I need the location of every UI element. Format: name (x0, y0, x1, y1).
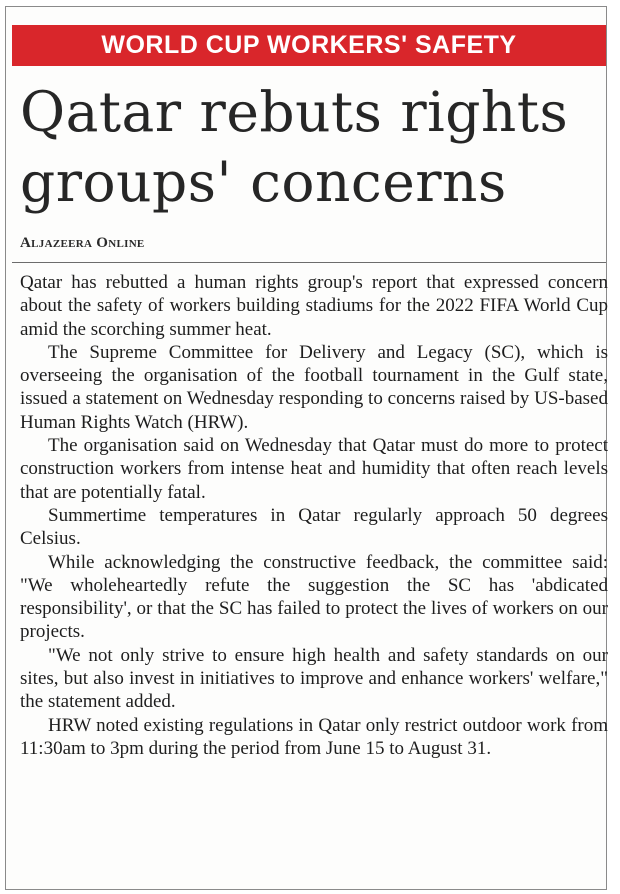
article-paragraph: The organisation said on Wednesday that Qatar must do more to protect construction workers from intense heat and humidity that often reach levels that are potentially fatal. (20, 435, 608, 503)
newspaper-clipping (5, 6, 607, 890)
byline-divider (12, 262, 606, 263)
article-paragraph: HRW noted existing regulations in Qatar only restrict outdoor work from 11:30am to 3pm during the period from June 15 to August 31. (20, 714, 608, 759)
article-byline (20, 235, 145, 252)
article-paragraph: The Supreme Committee for Delivery and Legacy (SC), which is overseeing the organisation of the football tournament in the Gulf state, issued a statement on Wednesday responding to concerns raised by US-based Human Rights Watch (HRW). (20, 341, 608, 433)
article-body (20, 271, 608, 760)
article-paragraph: "We not only strive to ensure high health and safety standards on our sites, but also invest in initiatives to improve and enhance workers' welfare," the statement added. (20, 644, 608, 713)
article-paragraph: While acknowledging the constructive feedback, the committee said: "We wholeheartedly refute the suggestion the SC has 'abdicated responsibility', or that the SC has failed to protect the lives of workers on our projects. (20, 551, 608, 643)
article-headline: Qatar rebuts rights groups' concerns (20, 80, 569, 214)
section-kicker-banner: WORLD CUP WORKERS' SAFETY (12, 25, 606, 66)
article-paragraph: Qatar has rebutted a human rights group's report that expressed concern about the safety of workers building stadiums for the 2022 FIFA World Cup amid the scorching summer heat. (20, 272, 608, 340)
byline-source: Aljazeera Online (20, 235, 145, 251)
article-paragraph: Summertime temperatures in Qatar regularly approach 50 degrees Celsius. (20, 504, 608, 550)
